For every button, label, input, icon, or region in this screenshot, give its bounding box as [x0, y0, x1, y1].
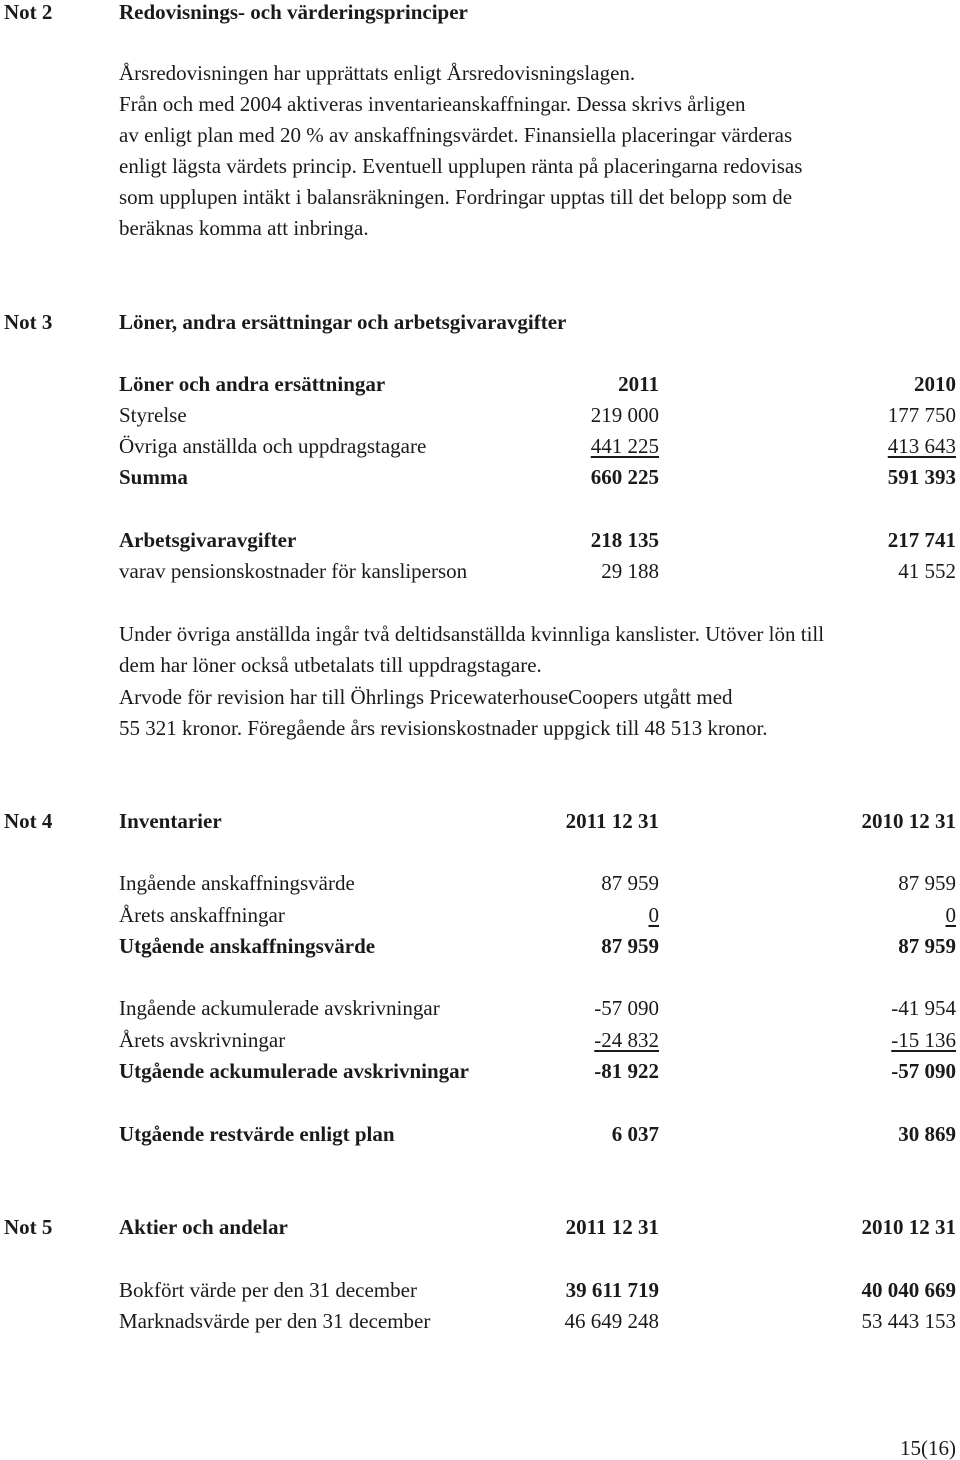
table-cell-2010: -15 136 — [891, 1028, 956, 1052]
note2-text-line: beräknas komma att inbringa. — [119, 216, 369, 240]
table-cell-2011: -81 922 — [594, 1059, 659, 1083]
table-row-label: Bokfört värde per den 31 december — [119, 1278, 417, 1302]
table-row-label: Summa — [119, 465, 188, 489]
table-cell-2010: 217 741 — [887, 528, 956, 552]
table-row-label: Ingående ackumulerade avskrivningar — [119, 996, 440, 1020]
note3-text-line: dem har löner också utbetalats till uppdragstagare. — [119, 653, 542, 677]
table-cell-2010: -57 090 — [891, 1059, 956, 1083]
note2-text-line: som upplupen intäkt i balansräkningen. Fordringar upptas till det belopp som de — [119, 185, 793, 209]
note2-text-line: Årsredovisningen har upprättats enligt Årsredovisningslagen. — [119, 61, 636, 85]
note4-header-col1: 2011 12 31 — [565, 809, 659, 833]
page-number: 15(16) — [900, 1436, 956, 1460]
table-cell-2011: 441 225 — [590, 434, 659, 458]
note4-label: Not 4 — [4, 809, 53, 833]
table-row-label: Övriga anställda och uppdragstagare — [119, 434, 427, 458]
note5-header-col2: 2010 12 31 — [861, 1215, 956, 1239]
table-cell-2010: 0 — [945, 903, 956, 927]
table-cell-2011: 46 649 248 — [564, 1309, 659, 1333]
table-cell-2011: 219 000 — [590, 403, 659, 427]
table-row-label: Utgående restvärde enligt plan — [119, 1122, 395, 1146]
table-cell-2010: 177 750 — [887, 403, 956, 427]
note3-title: Löner, andra ersättningar och arbetsgivaravgifter — [119, 310, 567, 334]
table-cell-2011: 218 135 — [590, 528, 659, 552]
note5-label: Not 5 — [4, 1215, 53, 1239]
table-row-label: Ingående anskaffningsvärde — [119, 871, 355, 895]
note2-label: Not 2 — [4, 0, 53, 24]
note2-text-line: enligt lägsta värdets princip. Eventuell upplupen ränta på placeringarna redovisas — [119, 154, 803, 178]
note4-header-col2: 2010 12 31 — [861, 809, 956, 833]
note5-title: Aktier och andelar — [119, 1215, 288, 1239]
note3-label: Not 3 — [4, 310, 53, 334]
note3-text-line: Arvode för revision har till Öhrlings PricewaterhouseCoopers utgått med — [119, 685, 733, 709]
table-row-label: Utgående ackumulerade avskrivningar — [119, 1059, 470, 1083]
table-cell-2011: 87 959 — [601, 934, 659, 958]
note3-header-label: Löner och andra ersättningar — [119, 372, 386, 396]
note5-header-col1: 2011 12 31 — [565, 1215, 659, 1239]
table-cell-2011: -24 832 — [594, 1028, 659, 1052]
table-cell-2011: 87 959 — [601, 871, 659, 895]
table-cell-2011: -57 090 — [594, 996, 659, 1020]
table-cell-2010: 87 959 — [898, 934, 956, 958]
table-cell-2010: -41 954 — [891, 996, 956, 1020]
table-cell-2010: 591 393 — [887, 465, 956, 489]
table-cell-2011: 6 037 — [611, 1122, 659, 1146]
note2-title: Redovisnings- och värderingsprinciper — [119, 0, 468, 24]
table-cell-2011: 39 611 719 — [565, 1278, 659, 1302]
table-row-label: Arbetsgivaravgifter — [119, 528, 297, 552]
note3-text-line: 55 321 kronor. Föregående års revisionskostnader uppgick till 48 513 kronor. — [119, 716, 768, 740]
note2-text-line: Från och med 2004 aktiveras inventarieanskaffningar. Dessa skrivs årligen — [119, 92, 746, 116]
table-row-label: Marknadsvärde per den 31 december — [119, 1309, 431, 1333]
table-cell-2011: 660 225 — [590, 465, 659, 489]
table-cell-2010: 40 040 669 — [861, 1278, 956, 1302]
note3-text-line: Under övriga anställda ingår två deltidsanställda kvinnliga kanslister. Utöver lön till — [119, 622, 825, 646]
table-row-label: Utgående anskaffningsvärde — [119, 934, 376, 958]
table-cell-2010: 87 959 — [898, 871, 956, 895]
table-cell-2011: 29 188 — [601, 559, 659, 583]
note4-title: Inventarier — [119, 809, 222, 833]
table-cell-2010: 413 643 — [887, 434, 956, 458]
table-row-label: varav pensionskostnader för kansliperson — [119, 559, 468, 583]
note3-header-col2: 2010 — [914, 372, 956, 396]
table-row-label: Årets avskrivningar — [119, 1028, 286, 1052]
note2-text-line: av enligt plan med 20 % av anskaffningsvärdet. Finansiella placeringar värderas — [119, 123, 793, 147]
table-row-label: Styrelse — [119, 403, 187, 427]
table-cell-2010: 30 869 — [898, 1122, 956, 1146]
table-cell-2011: 0 — [648, 903, 659, 927]
table-cell-2010: 53 443 153 — [861, 1309, 956, 1333]
table-row-label: Årets anskaffningar — [119, 903, 285, 927]
note3-header-col1: 2011 — [618, 372, 659, 396]
table-cell-2010: 41 552 — [898, 559, 956, 583]
